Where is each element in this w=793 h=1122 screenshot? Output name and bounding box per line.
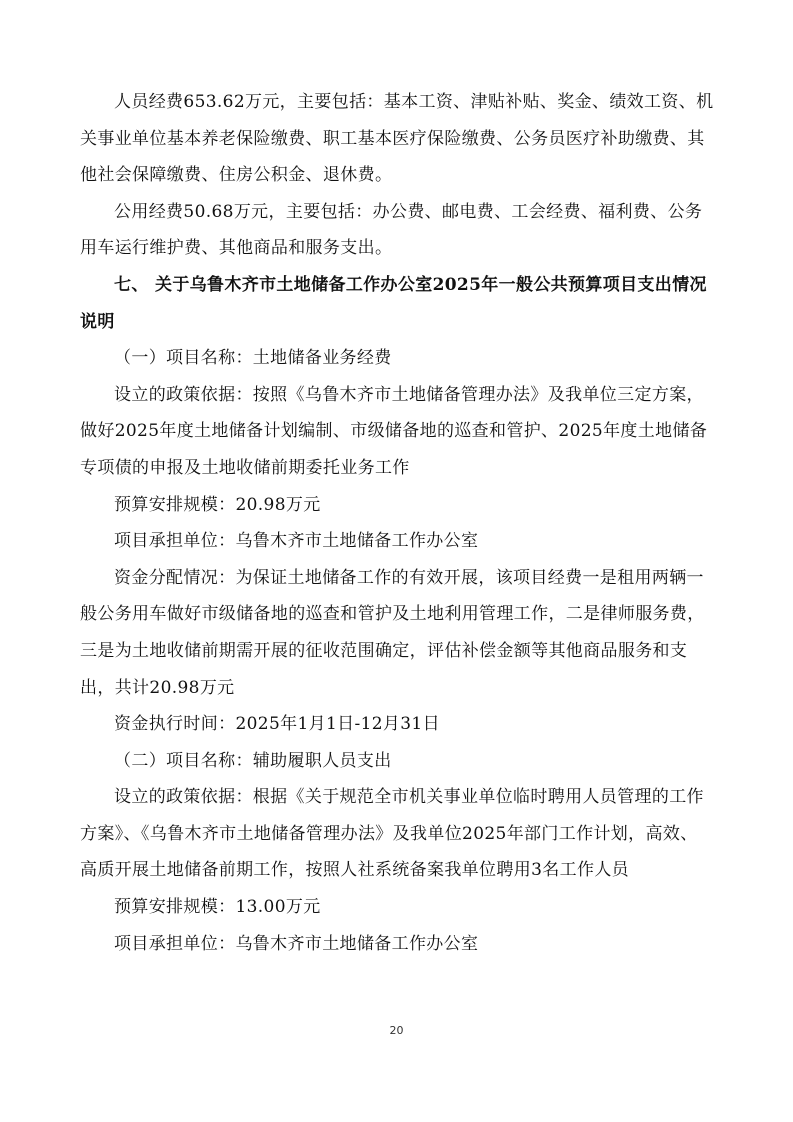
project-two-name: （二）项目名称：辅助履职人员支出 [114,750,392,771]
paragraph-personnel-expenses: 人员经费653.62万元，主要包括：基本工资、津贴补贴、奖金、绩效工资、机关事业单位基本养老保险缴费、职工基本医疗保险缴费、公务员医疗补助缴费、其他社会保障缴费、住房公积金、退休费。 [80,92,714,186]
project-two-policy-basis: 设立的政策依据：根据《关于规范全市机关事业单位临时聘用人员管理的工作方案》、《乌鲁木齐市土地储备管理办法》及我单位2025年部门工作计划，高效、高质开展土地储备前期工作，按照人社系统备案我单位聘用3名工作人员 [80,787,704,881]
page-number: 20 [389,1024,404,1037]
project-two-budget: 预算安排规模：13.00万元 [114,897,321,918]
project-one-execution-time: 资金执行时间：2025年1月1日-12月31日 [114,714,440,735]
project-one-budget: 预算安排规模：20.98万元 [114,494,321,515]
section-heading-seven: 七、 关于乌鲁木齐市土地储备工作办公室2025年一般公共预算项目支出情况说明 [80,274,707,332]
project-one-name: （一）项目名称：土地储备业务经费 [114,348,392,369]
document-body [80,84,714,962]
project-one-allocation: 资金分配情况：为保证土地储备工作的有效开展，该项目经费一是租用两辆一般公务用车做好市级储备地的巡查和管护及土地利用管理工作，二是律师服务费，三是为土地收储前期需开展的征收范围确定，评估补偿金额等其他商品服务和支出，共计20.98万元 [80,567,705,698]
paragraph-public-expenses: 公用经费50.68万元，主要包括：办公费、邮电费、工会经费、福利费、公务用车运行维护费、其他商品和服务支出。 [80,201,703,259]
project-one-policy-basis: 设立的政策依据：按照《乌鲁木齐市土地储备管理办法》及我单位三定方案，做好2025年度土地储备计划编制、市级储备地的巡查和管护、2025年度土地储备专项债的申报及土地收储前期委托业务工作 [80,384,708,478]
project-one-unit: 项目承担单位：乌鲁木齐市土地储备工作办公室 [114,531,479,552]
project-two-unit: 项目承担单位：乌鲁木齐市土地储备工作办公室 [114,933,479,954]
